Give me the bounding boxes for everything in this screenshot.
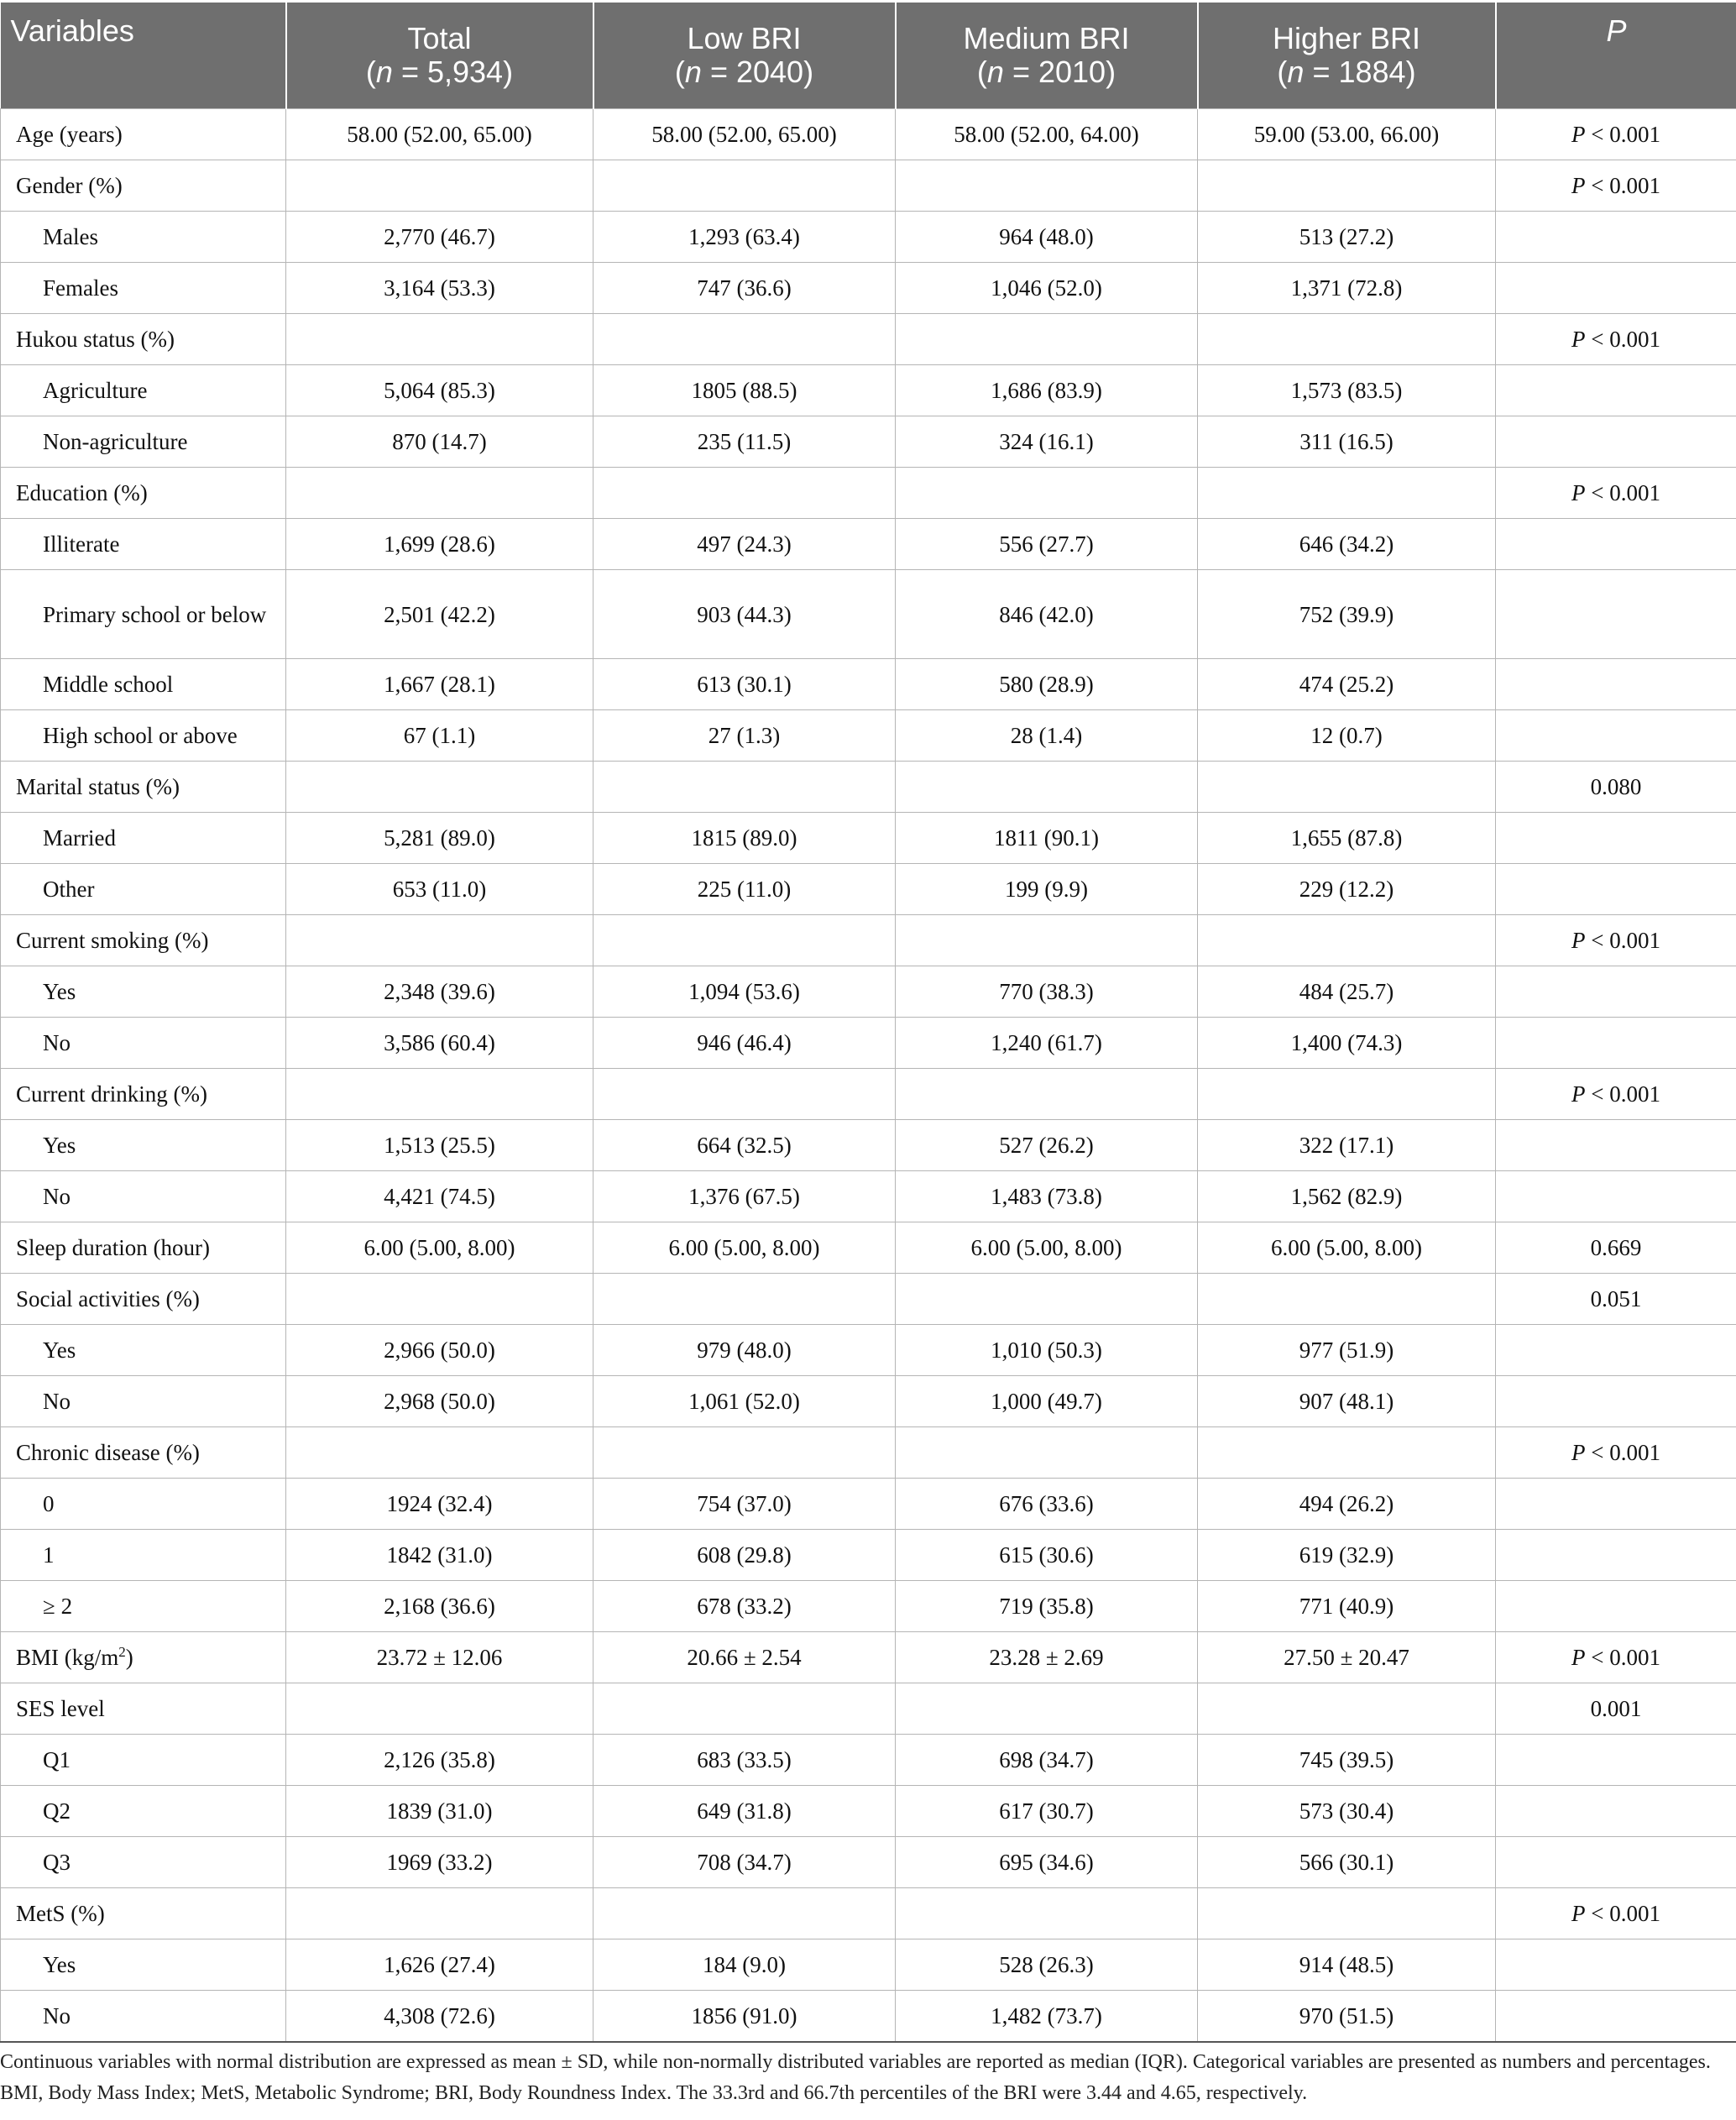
cell-medium: 6.00 (5.00, 8.00) bbox=[896, 1222, 1198, 1274]
row-label: No bbox=[1, 1376, 286, 1427]
cell-medium: 58.00 (52.00, 64.00) bbox=[896, 109, 1198, 160]
header-low-bri: Low BRI (n = 2040) bbox=[593, 3, 896, 109]
row-label: Middle school bbox=[1, 659, 286, 710]
cell-higher bbox=[1198, 915, 1496, 966]
cell-low: 1815 (89.0) bbox=[593, 813, 896, 864]
row-label: Marital status (%) bbox=[1, 762, 286, 813]
cell-total bbox=[286, 1888, 593, 1939]
cell-higher bbox=[1198, 1683, 1496, 1735]
cell-higher: 573 (30.4) bbox=[1198, 1786, 1496, 1837]
cell-p: 0.080 bbox=[1496, 762, 1736, 813]
cell-p bbox=[1496, 1786, 1736, 1837]
cell-higher bbox=[1198, 314, 1496, 365]
cell-low bbox=[593, 468, 896, 519]
cell-medium: 770 (38.3) bbox=[896, 966, 1198, 1018]
row-label: Age (years) bbox=[1, 109, 286, 160]
table-row bbox=[1, 1683, 1736, 1735]
cell-total: 4,308 (72.6) bbox=[286, 1991, 593, 2043]
table-row bbox=[1, 468, 1736, 519]
row-label: No bbox=[1, 1018, 286, 1069]
cell-higher: 59.00 (53.00, 66.00) bbox=[1198, 109, 1496, 160]
cell-total: 1,667 (28.1) bbox=[286, 659, 593, 710]
cell-higher: 484 (25.7) bbox=[1198, 966, 1496, 1018]
row-label: Q3 bbox=[1, 1837, 286, 1888]
cell-total bbox=[286, 762, 593, 813]
cell-medium: 1811 (90.1) bbox=[896, 813, 1198, 864]
cell-low: 497 (24.3) bbox=[593, 519, 896, 570]
table-row bbox=[1, 1888, 1736, 1939]
table-row bbox=[1, 1735, 1736, 1786]
cell-medium: 1,686 (83.9) bbox=[896, 365, 1198, 416]
cell-p bbox=[1496, 1837, 1736, 1888]
table-row bbox=[1, 1274, 1736, 1325]
table-row bbox=[1, 1325, 1736, 1376]
cell-total bbox=[286, 314, 593, 365]
cell-total: 1,626 (27.4) bbox=[286, 1939, 593, 1991]
cell-higher: 646 (34.2) bbox=[1198, 519, 1496, 570]
cell-p bbox=[1496, 1018, 1736, 1069]
header-higher-bri: Higher BRI (n = 1884) bbox=[1198, 3, 1496, 109]
cell-higher: 311 (16.5) bbox=[1198, 416, 1496, 468]
table-row bbox=[1, 1632, 1736, 1683]
cell-medium bbox=[896, 1427, 1198, 1479]
cell-low: 678 (33.2) bbox=[593, 1581, 896, 1632]
cell-p bbox=[1496, 1581, 1736, 1632]
cell-medium: 1,240 (61.7) bbox=[896, 1018, 1198, 1069]
cell-total: 5,064 (85.3) bbox=[286, 365, 593, 416]
row-label: Primary school or below bbox=[1, 570, 286, 659]
cell-medium: 527 (26.2) bbox=[896, 1120, 1198, 1171]
table-row bbox=[1, 109, 1736, 160]
cell-p bbox=[1496, 1939, 1736, 1991]
row-label: MetS (%) bbox=[1, 1888, 286, 1939]
cell-medium: 1,000 (49.7) bbox=[896, 1376, 1198, 1427]
cell-p bbox=[1496, 659, 1736, 710]
row-label: Current smoking (%) bbox=[1, 915, 286, 966]
cell-medium: 615 (30.6) bbox=[896, 1530, 1198, 1581]
table-row bbox=[1, 212, 1736, 263]
cell-low: 683 (33.5) bbox=[593, 1735, 896, 1786]
cell-higher: 1,371 (72.8) bbox=[1198, 263, 1496, 314]
cell-medium: 676 (33.6) bbox=[896, 1479, 1198, 1530]
cell-medium: 698 (34.7) bbox=[896, 1735, 1198, 1786]
cell-p: P < 0.001 bbox=[1496, 160, 1736, 212]
cell-medium: 719 (35.8) bbox=[896, 1581, 1198, 1632]
header-total-label: Total bbox=[407, 21, 472, 55]
cell-total: 2,501 (42.2) bbox=[286, 570, 593, 659]
cell-low: 1,061 (52.0) bbox=[593, 1376, 896, 1427]
header-total-n: 5,934 bbox=[426, 55, 504, 89]
cell-total: 2,348 (39.6) bbox=[286, 966, 593, 1018]
cell-medium bbox=[896, 762, 1198, 813]
cell-low: 225 (11.0) bbox=[593, 864, 896, 915]
cell-higher bbox=[1198, 1427, 1496, 1479]
cell-low: 27 (1.3) bbox=[593, 710, 896, 762]
table-row bbox=[1, 1376, 1736, 1427]
cell-medium: 580 (28.9) bbox=[896, 659, 1198, 710]
row-label: Current drinking (%) bbox=[1, 1069, 286, 1120]
cell-p bbox=[1496, 416, 1736, 468]
header-medium-label: Medium BRI bbox=[963, 21, 1130, 55]
cell-medium bbox=[896, 314, 1198, 365]
cell-p bbox=[1496, 813, 1736, 864]
cell-higher: 1,400 (74.3) bbox=[1198, 1018, 1496, 1069]
cell-higher bbox=[1198, 1069, 1496, 1120]
cell-low: 1,094 (53.6) bbox=[593, 966, 896, 1018]
cell-p bbox=[1496, 966, 1736, 1018]
cell-medium bbox=[896, 1888, 1198, 1939]
cell-total: 2,968 (50.0) bbox=[286, 1376, 593, 1427]
cell-total bbox=[286, 468, 593, 519]
table-row bbox=[1, 1991, 1736, 2043]
table-row bbox=[1, 1581, 1736, 1632]
cell-medium: 1,046 (52.0) bbox=[896, 263, 1198, 314]
row-label: High school or above bbox=[1, 710, 286, 762]
cell-p bbox=[1496, 1171, 1736, 1222]
table-header bbox=[1, 3, 1736, 109]
table-row bbox=[1, 160, 1736, 212]
header-higher-label: Higher BRI bbox=[1272, 21, 1421, 55]
row-label: Other bbox=[1, 864, 286, 915]
cell-p: P < 0.001 bbox=[1496, 314, 1736, 365]
cell-higher bbox=[1198, 762, 1496, 813]
table-row bbox=[1, 966, 1736, 1018]
cell-p bbox=[1496, 519, 1736, 570]
row-label: 0 bbox=[1, 1479, 286, 1530]
cell-medium bbox=[896, 468, 1198, 519]
cell-total: 5,281 (89.0) bbox=[286, 813, 593, 864]
header-low-label: Low BRI bbox=[687, 21, 802, 55]
table-row bbox=[1, 1479, 1736, 1530]
cell-p bbox=[1496, 1120, 1736, 1171]
row-label: Yes bbox=[1, 1120, 286, 1171]
cell-p bbox=[1496, 1479, 1736, 1530]
cell-medium: 695 (34.6) bbox=[896, 1837, 1198, 1888]
header-medium-bri: Medium BRI (n = 2010) bbox=[896, 3, 1198, 109]
header-variables: Variables bbox=[1, 3, 286, 109]
cell-medium: 846 (42.0) bbox=[896, 570, 1198, 659]
cell-medium: 199 (9.9) bbox=[896, 864, 1198, 915]
cell-total: 4,421 (74.5) bbox=[286, 1171, 593, 1222]
table-row bbox=[1, 1939, 1736, 1991]
cell-low: 903 (44.3) bbox=[593, 570, 896, 659]
cell-low: 754 (37.0) bbox=[593, 1479, 896, 1530]
cell-low bbox=[593, 762, 896, 813]
table-row bbox=[1, 864, 1736, 915]
cell-total: 2,168 (36.6) bbox=[286, 1581, 593, 1632]
cell-medium: 617 (30.7) bbox=[896, 1786, 1198, 1837]
cell-total: 1924 (32.4) bbox=[286, 1479, 593, 1530]
cell-total: 870 (14.7) bbox=[286, 416, 593, 468]
cell-medium bbox=[896, 160, 1198, 212]
row-label: BMI $(kg/m^2)$ bbox=[1, 1632, 286, 1683]
cell-higher: 6.00 (5.00, 8.00) bbox=[1198, 1222, 1496, 1274]
cell-low bbox=[593, 915, 896, 966]
cell-low: 235 (11.5) bbox=[593, 416, 896, 468]
cell-p: P < 0.001 bbox=[1496, 1888, 1736, 1939]
cell-higher: 771 (40.9) bbox=[1198, 1581, 1496, 1632]
cell-medium: 964 (48.0) bbox=[896, 212, 1198, 263]
cell-low bbox=[593, 160, 896, 212]
cell-low: 708 (34.7) bbox=[593, 1837, 896, 1888]
cell-higher: 752 (39.9) bbox=[1198, 570, 1496, 659]
cell-higher: 1,573 (83.5) bbox=[1198, 365, 1496, 416]
cell-p bbox=[1496, 710, 1736, 762]
row-label: Illiterate bbox=[1, 519, 286, 570]
cell-higher: 474 (25.2) bbox=[1198, 659, 1496, 710]
cell-p: 0.669 bbox=[1496, 1222, 1736, 1274]
cell-low: 747 (36.6) bbox=[593, 263, 896, 314]
row-label: Yes bbox=[1, 1325, 286, 1376]
cell-low: 1856 (91.0) bbox=[593, 1991, 896, 2043]
cell-total: 1842 (31.0) bbox=[286, 1530, 593, 1581]
cell-total bbox=[286, 1683, 593, 1735]
cell-higher: 494 (26.2) bbox=[1198, 1479, 1496, 1530]
cell-low bbox=[593, 1069, 896, 1120]
header-row bbox=[1, 3, 1736, 109]
cell-total: 3,586 (60.4) bbox=[286, 1018, 593, 1069]
table-row bbox=[1, 915, 1736, 966]
cell-higher bbox=[1198, 1274, 1496, 1325]
cell-total: 1969 (33.2) bbox=[286, 1837, 593, 1888]
table-row bbox=[1, 1427, 1736, 1479]
cell-medium: 1,482 (73.7) bbox=[896, 1991, 1198, 2043]
cell-higher: 1,655 (87.8) bbox=[1198, 813, 1496, 864]
cell-higher: 12 (0.7) bbox=[1198, 710, 1496, 762]
cell-p bbox=[1496, 1991, 1736, 2043]
cell-p bbox=[1496, 864, 1736, 915]
cell-low: 664 (32.5) bbox=[593, 1120, 896, 1171]
table-row bbox=[1, 570, 1736, 659]
cell-p bbox=[1496, 570, 1736, 659]
table-row bbox=[1, 1171, 1736, 1222]
cell-higher: 566 (30.1) bbox=[1198, 1837, 1496, 1888]
table-row bbox=[1, 263, 1736, 314]
header-n-symbol: n bbox=[375, 55, 393, 89]
cell-higher: 970 (51.5) bbox=[1198, 1991, 1496, 2043]
cell-low bbox=[593, 1274, 896, 1325]
table-row bbox=[1, 710, 1736, 762]
cell-higher: 513 (27.2) bbox=[1198, 212, 1496, 263]
cell-p bbox=[1496, 1325, 1736, 1376]
row-label: Education (%) bbox=[1, 468, 286, 519]
cell-higher bbox=[1198, 468, 1496, 519]
cell-low bbox=[593, 1888, 896, 1939]
baseline-characteristics-table bbox=[0, 3, 1736, 2043]
cell-higher: 619 (32.9) bbox=[1198, 1530, 1496, 1581]
cell-low: 946 (46.4) bbox=[593, 1018, 896, 1069]
row-label: ≥ 2 bbox=[1, 1581, 286, 1632]
cell-higher: 1,562 (82.9) bbox=[1198, 1171, 1496, 1222]
cell-medium: 556 (27.7) bbox=[896, 519, 1198, 570]
table-row bbox=[1, 1120, 1736, 1171]
cell-total: 1,699 (28.6) bbox=[286, 519, 593, 570]
cell-higher bbox=[1198, 160, 1496, 212]
cell-total: 23.72 ± 12.06 bbox=[286, 1632, 593, 1683]
cell-low: 58.00 (52.00, 65.00) bbox=[593, 109, 896, 160]
row-label: Non-agriculture bbox=[1, 416, 286, 468]
row-label: Q1 bbox=[1, 1735, 286, 1786]
row-label: Married bbox=[1, 813, 286, 864]
cell-low: 649 (31.8) bbox=[593, 1786, 896, 1837]
cell-medium: 1,010 (50.3) bbox=[896, 1325, 1198, 1376]
cell-higher: 322 (17.1) bbox=[1198, 1120, 1496, 1171]
cell-higher: 907 (48.1) bbox=[1198, 1376, 1496, 1427]
cell-total bbox=[286, 1274, 593, 1325]
cell-higher: 27.50 ± 20.47 bbox=[1198, 1632, 1496, 1683]
cell-low: 184 (9.0) bbox=[593, 1939, 896, 1991]
table-row bbox=[1, 1530, 1736, 1581]
table-row bbox=[1, 1837, 1736, 1888]
cell-p: P < 0.001 bbox=[1496, 109, 1736, 160]
row-label: SES level bbox=[1, 1683, 286, 1735]
cell-p: P < 0.001 bbox=[1496, 1069, 1736, 1120]
table-row bbox=[1, 416, 1736, 468]
cell-p: P < 0.001 bbox=[1496, 468, 1736, 519]
table-row bbox=[1, 1786, 1736, 1837]
header-p-value: P bbox=[1496, 3, 1736, 109]
cell-p: 0.001 bbox=[1496, 1683, 1736, 1735]
table-footnote: Continuous variables with normal distribution are expressed as mean ± SD, while non-normally distributed variables are reported as median (IQR). Categorical variables are presented as numbers and percentages. BMI, Body Mass Index; MetS, Metabolic Syndrome; BRI, Body Roundness Index. The 33.3rd and 66.7th percentiles of the BRI were 3.44 and 4.65, respectively. bbox=[0, 2051, 1711, 2104]
cell-total: 2,126 (35.8) bbox=[286, 1735, 593, 1786]
cell-low: 6.00 (5.00, 8.00) bbox=[593, 1222, 896, 1274]
cell-low: 1805 (88.5) bbox=[593, 365, 896, 416]
table-row bbox=[1, 1018, 1736, 1069]
cell-p: P < 0.001 bbox=[1496, 1427, 1736, 1479]
header-medium-n: 2010 bbox=[1038, 55, 1106, 89]
row-label: Q2 bbox=[1, 1786, 286, 1837]
table-row bbox=[1, 519, 1736, 570]
cell-total: 67 (1.1) bbox=[286, 710, 593, 762]
cell-medium: 1,483 (73.8) bbox=[896, 1171, 1198, 1222]
table-row bbox=[1, 1069, 1736, 1120]
cell-medium: 28 (1.4) bbox=[896, 710, 1198, 762]
cell-total: 2,966 (50.0) bbox=[286, 1325, 593, 1376]
cell-medium bbox=[896, 1683, 1198, 1735]
cell-low: 1,293 (63.4) bbox=[593, 212, 896, 263]
cell-medium bbox=[896, 1274, 1198, 1325]
header-total: Total (n = 5,934) bbox=[286, 3, 593, 109]
cell-p: P < 0.001 bbox=[1496, 915, 1736, 966]
cell-total: 58.00 (52.00, 65.00) bbox=[286, 109, 593, 160]
table-body bbox=[1, 109, 1736, 2043]
cell-medium: 528 (26.3) bbox=[896, 1939, 1198, 1991]
cell-low bbox=[593, 314, 896, 365]
cell-total: 653 (11.0) bbox=[286, 864, 593, 915]
cell-higher bbox=[1198, 1888, 1496, 1939]
cell-p: 0.051 bbox=[1496, 1274, 1736, 1325]
row-label: Hukou status (%) bbox=[1, 314, 286, 365]
cell-p bbox=[1496, 1530, 1736, 1581]
row-label: Yes bbox=[1, 966, 286, 1018]
cell-total: 3,164 (53.3) bbox=[286, 263, 593, 314]
cell-total: 1,513 (25.5) bbox=[286, 1120, 593, 1171]
cell-higher: 229 (12.2) bbox=[1198, 864, 1496, 915]
table-row bbox=[1, 1222, 1736, 1274]
table-row bbox=[1, 314, 1736, 365]
cell-higher: 914 (48.5) bbox=[1198, 1939, 1496, 1991]
cell-medium: 324 (16.1) bbox=[896, 416, 1198, 468]
cell-total bbox=[286, 160, 593, 212]
row-label: Chronic disease (%) bbox=[1, 1427, 286, 1479]
row-label: Social activities (%) bbox=[1, 1274, 286, 1325]
table-row bbox=[1, 659, 1736, 710]
row-label: No bbox=[1, 1171, 286, 1222]
cell-low bbox=[593, 1427, 896, 1479]
cell-low: 608 (29.8) bbox=[593, 1530, 896, 1581]
row-label: Gender (%) bbox=[1, 160, 286, 212]
row-label: Females bbox=[1, 263, 286, 314]
cell-higher: 977 (51.9) bbox=[1198, 1325, 1496, 1376]
cell-low: 1,376 (67.5) bbox=[593, 1171, 896, 1222]
row-label: Agriculture bbox=[1, 365, 286, 416]
cell-p bbox=[1496, 263, 1736, 314]
table-row bbox=[1, 365, 1736, 416]
cell-p bbox=[1496, 1735, 1736, 1786]
row-label: Males bbox=[1, 212, 286, 263]
cell-total bbox=[286, 1069, 593, 1120]
cell-total: 1839 (31.0) bbox=[286, 1786, 593, 1837]
cell-total: 6.00 (5.00, 8.00) bbox=[286, 1222, 593, 1274]
cell-total: 2,770 (46.7) bbox=[286, 212, 593, 263]
cell-p bbox=[1496, 365, 1736, 416]
cell-low bbox=[593, 1683, 896, 1735]
cell-low: 979 (48.0) bbox=[593, 1325, 896, 1376]
row-label: Yes bbox=[1, 1939, 286, 1991]
header-low-n: 2040 bbox=[735, 55, 804, 89]
cell-higher: 745 (39.5) bbox=[1198, 1735, 1496, 1786]
cell-total bbox=[286, 915, 593, 966]
table-row bbox=[1, 762, 1736, 813]
cell-p bbox=[1496, 1376, 1736, 1427]
cell-low: 613 (30.1) bbox=[593, 659, 896, 710]
cell-medium: 23.28 ± 2.69 bbox=[896, 1632, 1198, 1683]
cell-low: 20.66 ± 2.54 bbox=[593, 1632, 896, 1683]
cell-total bbox=[286, 1427, 593, 1479]
table-row bbox=[1, 813, 1736, 864]
row-label: 1 bbox=[1, 1530, 286, 1581]
cell-p: P < 0.001 bbox=[1496, 1632, 1736, 1683]
header-higher-n: 1884 bbox=[1338, 55, 1406, 89]
cell-p bbox=[1496, 212, 1736, 263]
cell-medium bbox=[896, 915, 1198, 966]
row-label: Sleep duration (hour) bbox=[1, 1222, 286, 1274]
row-label: No bbox=[1, 1991, 286, 2043]
cell-medium bbox=[896, 1069, 1198, 1120]
